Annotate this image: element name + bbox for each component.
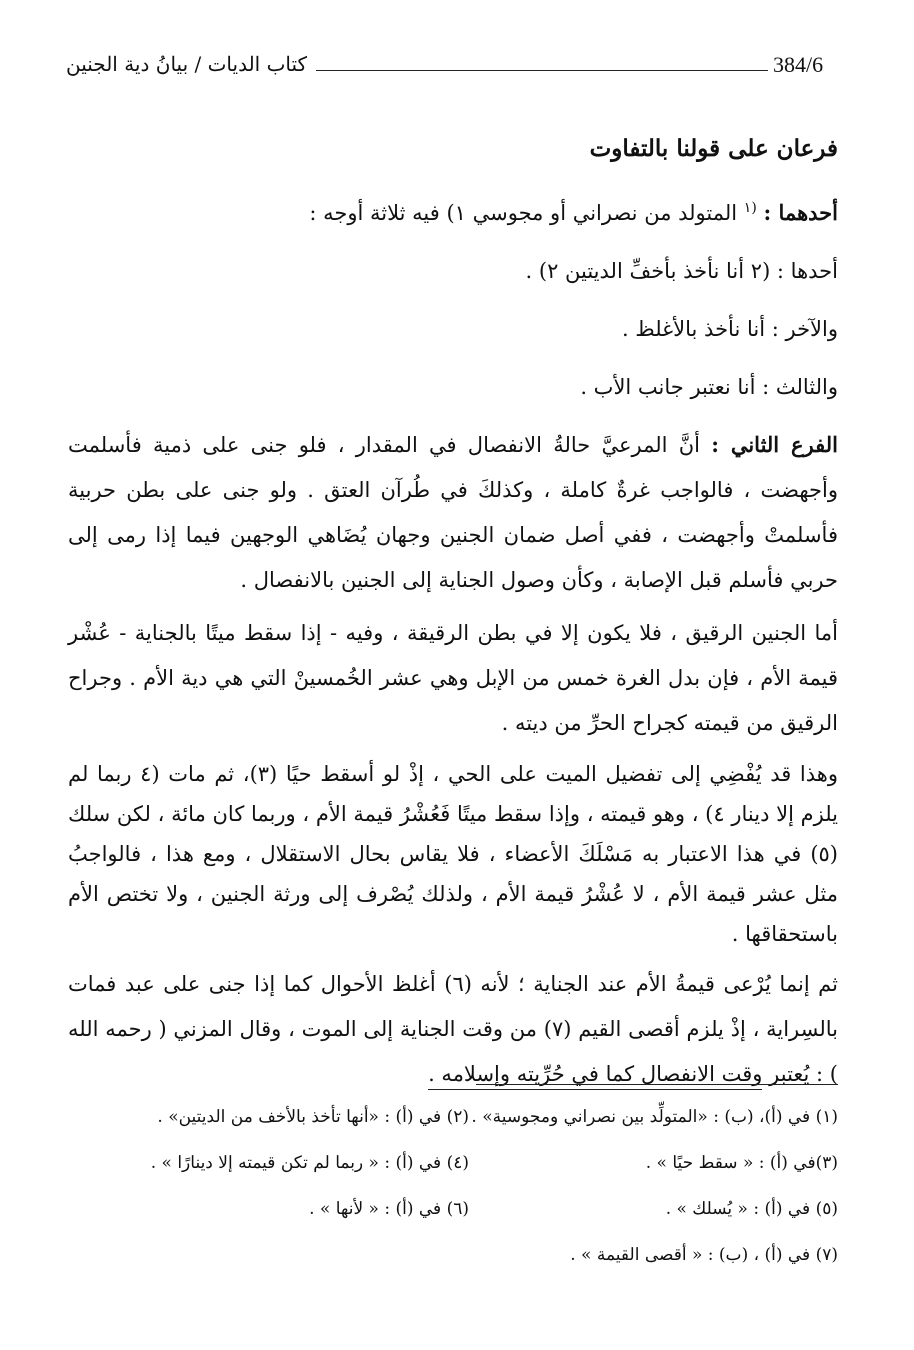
footnote-row — [100, 1194, 838, 1240]
paragraph-mother-value-text: ثم إنما يُرْعى قيمةُ الأم عند الجناية ؛ لأنه (٦) أغلظ الأحوال كما إذا جنى على عبد فمات بالسِراية ، إذْ يلزم أقصى القيم (٧) من وقت الجناية إلى الموت ، وقال المزني ( رحمه الله ) : يُعتبر — [68, 972, 838, 1086]
page-header — [66, 52, 838, 92]
opinion-item-2: والآخر : أنا نأخذ بالأغلظ . — [621, 317, 838, 341]
paragraph-mother-value — [68, 962, 838, 1097]
footnote-mark-1: (١ — [743, 200, 757, 216]
footnote-row — [100, 1148, 838, 1194]
first-branch-line — [68, 184, 838, 242]
footnote-rule — [476, 1084, 838, 1085]
underlined-phrase: وقت الانفصال كما في حُرِّيته وإسلامه . — [428, 1062, 762, 1090]
second-branch-label: الفرع الثاني : — [711, 432, 838, 457]
section-title: فرعان على قولنا بالتفاوت — [589, 135, 838, 162]
paragraph-slave-fetus: أما الجنين الرقيق ، فلا يكون إلا في بطن الرقيقة ، وفيه - إذا سقط ميتًا بالجناية - عُشْر قيمة الأم ، فإن بدل الغرة خمس من الإبل وهي عشر الخُمسينْ التي هي دية الأم . وجراح الرقيق من قيمته كجراح الحرِّ من ديته . — [68, 621, 838, 735]
header-rule — [316, 70, 768, 71]
running-title: كتاب الديات / بيانُ دية الجنين — [66, 52, 308, 76]
opinion-item-1: أحدها : (٢ أنا نأخذ بأخفِّ الديتين ٢) . — [525, 259, 838, 283]
page-number: 384/6 — [773, 52, 824, 77]
first-branch-label: أحدهما : — [763, 200, 838, 225]
footnote-2: (٢) في (أ) : «أنها تأخذ بالأخف من الديتين» . — [157, 1107, 469, 1127]
paragraph-dead-vs-living: وهذا قد يُفْضِي إلى تفضيل الميت على الحي ، إذْ لو أسقط حيًا (٣)، ثم مات (٤ ربما لم يلزم إلا دينار ٤) ، وهو قيمته ، وإذا سقط ميتًا فَعُشْرُ قيمة الأم ، وربما كان مائة ، لكن سلك (٥) في هذا الاعتبار به مَسْلَكَ الأعضاء ، فلا يقاس بحال الاستقلال ، ومع هذا ، فالواجبُ مثل عشر قيمة الأم ، لا عُشْرُ قيمة الأم ، ولذلك يُصْرف إلى ورثة الجنين ، ولا تختص الأم باستحقاقها . — [68, 762, 838, 946]
footnote-row — [100, 1240, 838, 1286]
footnote-6: (٦) في (أ) : « لأنها » . — [309, 1199, 469, 1219]
footnote-5: (٥) في (أ) : « يُسلك » . — [665, 1199, 838, 1219]
footnote-1: (١) في (أ)، (ب) : «المتولِّد بين نصراني ومجوسية» . — [471, 1107, 838, 1127]
second-branch-paragraph — [68, 422, 838, 603]
second-branch-text: أنَّ المرعيَّ حالةُ الانفصال في المقدار ، فلو جنى على ذمية فأسلمت وأجهضت ، فالواجب غرةٌ كاملة ، وكذلكَ في طُرآن العتق . ولو جنى على بطن حربية فأسلمتْ وأجهضت ، ففي أصل ضمان الجنين وجهان يُضَاهي الوجهين فيما إذا رمى إلى حربي فأسلم قبل الإصابة ، وكأن وصول الجناية إلى الجنين بالانفصال . — [68, 433, 838, 592]
footnote-3: (٣)في (أ) : « سقط حيًا » . — [645, 1153, 838, 1173]
main-text — [68, 128, 838, 1097]
opinion-item-3: والثالث : أنا نعتبر جانب الأب . — [580, 375, 838, 399]
footnote-7: (٧) في (أ) ، (ب) : « أقصى القيمة » . — [570, 1245, 838, 1265]
footnote-row — [100, 1102, 838, 1148]
first-branch-text: المتولد من نصراني أو مجوسي ١) فيه ثلاثة أوجه : — [309, 201, 738, 225]
footnotes — [100, 1102, 838, 1286]
footnote-4: (٤) في (أ) : « ربما لم تكن قيمته إلا دينارًا » . — [150, 1153, 469, 1173]
